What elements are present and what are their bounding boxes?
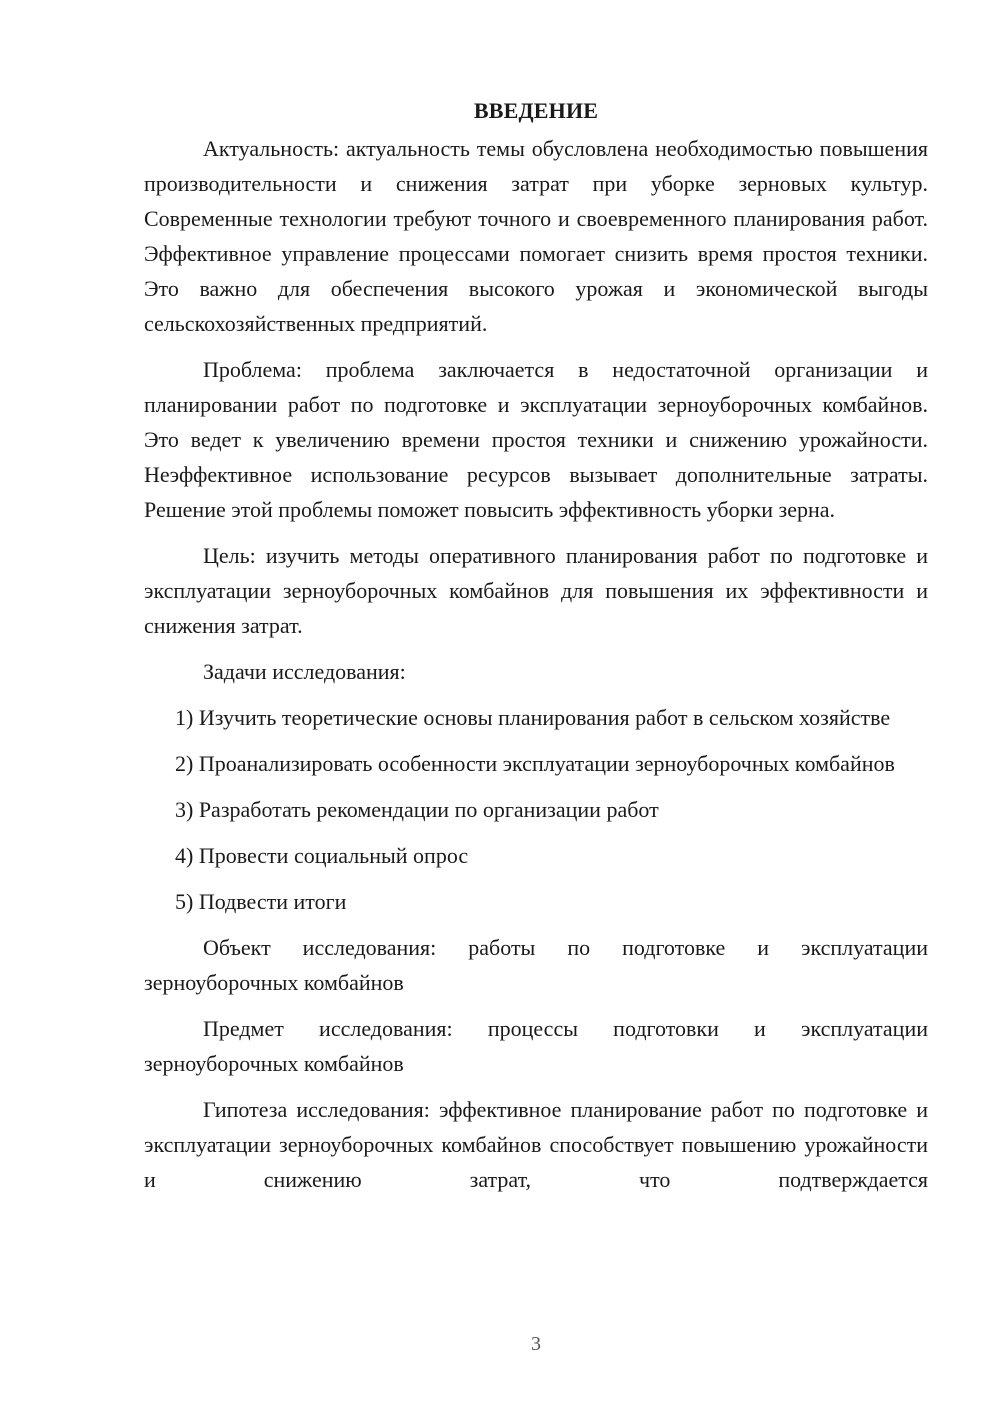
task-item-2: 2) Проанализировать особенности эксплуатации зерноуборочных комбайнов: [175, 751, 895, 776]
page-number: 3: [531, 1333, 541, 1355]
paragraph-tasks-heading: Задачи исследования:: [203, 659, 406, 684]
paragraph-subject: Предмет исследования: процессы подготовки и эксплуатации зерноуборочных комбайнов: [144, 1016, 928, 1076]
task-item-1: 1) Изучить теоретические основы планирования работ в сельском хозяйстве: [175, 705, 891, 730]
section-title: ВВЕДЕНИЕ: [473, 98, 599, 123]
task-item-5: 5) Подвести итоги: [175, 889, 347, 914]
paragraph-hypothesis: Гипотеза исследования: эффективное планирование работ по подготовке и эксплуатации зерноуборочных комбайнов способствует повышению урожайности и снижению затрат, что подтверждается: [144, 1097, 928, 1192]
paragraph-goal: Цель: изучить методы оперативного планирования работ по подготовке и эксплуатации зерноуборочных комбайнов для повышения их эффективности и снижения затрат.: [144, 543, 928, 638]
page-content: [144, 96, 928, 1208]
paragraph-relevance: Актуальность: актуальность темы обусловлена необходимостью повышения производительности и снижения затрат при уборке зерновых культур. Современные технологии требуют точного и своевременного планирования работ. Эффективное управление процессами помогает снизить время простоя техники. Это важно для обеспечения высокого урожая и экономической выгоды сельскохозяйственных предприятий.: [144, 136, 928, 336]
task-item-3: 3) Разработать рекомендации по организации работ: [175, 797, 659, 822]
paragraph-problem: Проблема: проблема заключается в недостаточной организации и планировании работ по подготовке и эксплуатации зерноуборочных комбайнов. Это ведет к увеличению времени простоя техники и снижению урожайности. Неэффективное использование ресурсов вызывает дополнительные затраты. Решение этой проблемы поможет повысить эффективность уборки зерна.: [144, 357, 928, 522]
paragraph-object: Объект исследования: работы по подготовке и эксплуатации зерноуборочных комбайнов: [144, 935, 928, 995]
task-item-4: 4) Провести социальный опрос: [175, 843, 469, 868]
